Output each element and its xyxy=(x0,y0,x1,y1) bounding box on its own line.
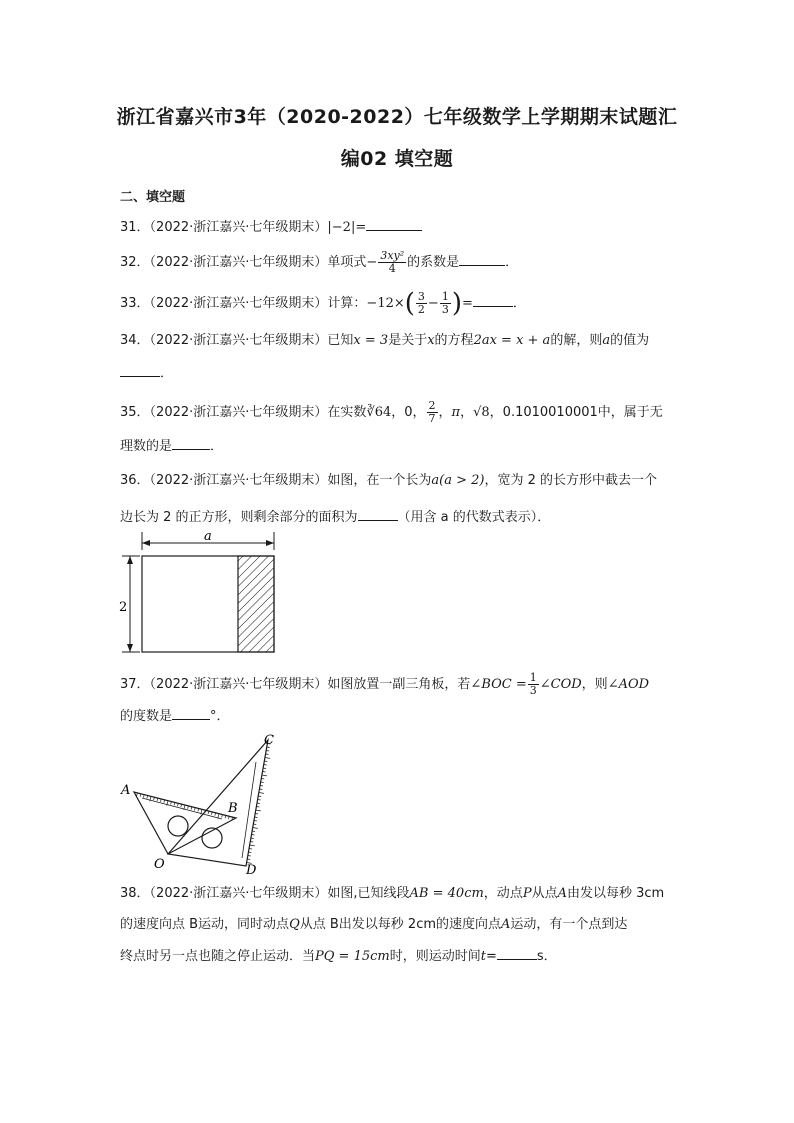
question-36: 36．（2022·浙江嘉兴·七年级期末）如图，在一个长为a(a > 2)，宽为 2 的长方形中截去一个 xyxy=(120,473,658,488)
question-38: 38．（2022·浙江嘉兴·七年级期末）如图,已知线段AB = 40cm，动点P从点A由发以每秒 3cm xyxy=(120,886,665,901)
document-title-line-1: 浙江省嘉兴市3年（2020-2022）七年级数学上学期期末试题汇 xyxy=(116,106,678,128)
ruler-tick xyxy=(262,775,267,776)
question-37: 37．（2022·浙江嘉兴·七年级期末）如图放置一副三角板，若∠BOC = $\frac{1}{3}$ ∠COD，则∠AOD xyxy=(120,671,650,697)
point-label-o: O xyxy=(154,857,165,872)
question-31: 31．（2022·浙江嘉兴·七年级期末）|−2|= xyxy=(120,218,422,237)
question-source: （2022·浙江嘉兴·七年级期末） xyxy=(149,333,328,348)
dimension-label-a: a xyxy=(204,529,212,544)
fraction: $\frac{2}{7}$ xyxy=(428,399,436,425)
answer-blank xyxy=(172,437,210,450)
answer-blank xyxy=(473,294,513,307)
left-paren: ( xyxy=(404,288,415,319)
triangle-oab xyxy=(134,792,236,854)
document-title-line-2: 编02 填空题 xyxy=(340,148,454,170)
fraction: $\frac{\text{3xy²}}{4}$ xyxy=(380,249,405,275)
question-source: （2022·浙江嘉兴·七年级期末） xyxy=(149,220,328,235)
dimension-label-2: 2 xyxy=(119,600,128,615)
math-expression: |−2|= xyxy=(327,220,367,235)
right-paren: ) xyxy=(451,288,462,319)
question-source: （2022·浙江嘉兴·七年级期末） xyxy=(149,473,328,488)
fraction: $\frac{3}{2}$ xyxy=(417,290,425,316)
point-label-b: B xyxy=(228,801,238,816)
question-38-cont-2: 终点时另一点也随之停止运动．当PQ = 15cm时，则运动时间t= s． xyxy=(120,949,557,964)
answer-blank xyxy=(459,253,505,266)
answer-blank xyxy=(358,508,398,521)
ruler-tick xyxy=(256,810,261,811)
answer-blank xyxy=(172,707,210,720)
question-33: 33．（2022·浙江嘉兴·七年级期末）计算：−12×( $\frac{3}{2}$ − $\frac{1}{3}$ )= ． xyxy=(120,288,526,319)
point-label-a: A xyxy=(121,783,131,798)
question-38-cont-1: 的速度向点 B运动，同时动点Q从点 B出发以每秒 2cm的速度向点A运动，有一个点到达 xyxy=(120,917,628,932)
ruler-tick xyxy=(250,845,255,846)
question-34-cont: ． xyxy=(120,364,173,383)
ruler-hole xyxy=(168,816,188,836)
question-37-cont: 的度数是 °． xyxy=(120,709,230,724)
question-source: （2022·浙江嘉兴·七年级期末） xyxy=(149,255,328,270)
ruler-tick xyxy=(259,793,264,794)
ruler-tick xyxy=(253,828,258,829)
ruler-tick xyxy=(265,758,270,759)
question-34: 34．（2022·浙江嘉兴·七年级期末）已知x = 3是关于x的方程2ax = x + a的解，则a的值为 xyxy=(120,333,650,348)
hatched-region xyxy=(238,556,274,652)
point-label-c: C xyxy=(264,733,274,748)
point-label-d: D xyxy=(246,863,257,878)
rectangle-figure xyxy=(118,528,288,660)
answer-blank xyxy=(366,218,422,231)
question-35: 35．（2022·浙江嘉兴·七年级期末）在实数∛64，0， $\frac{2}{7}$ ，π，√8，0.1010010001中，属于无 xyxy=(120,399,663,425)
answer-blank xyxy=(120,364,160,377)
triangle-ruler-figure xyxy=(118,728,288,878)
question-36-cont: 边长为 2 的正方形，则剩余部分的面积为 （用含 a 的代数式表示）． xyxy=(120,510,551,525)
question-32: 32．（2022·浙江嘉兴·七年级期末）单项式− $\frac{\text{3xy²}}{4}$ 的系数是 ． xyxy=(120,249,519,275)
question-35-cont: 理数的是 ． xyxy=(120,439,224,454)
triangle-ocd xyxy=(168,740,268,866)
question-source: （2022·浙江嘉兴·七年级期末） xyxy=(149,677,328,692)
fraction: $\frac{1}{3}$ xyxy=(441,290,449,316)
answer-blank xyxy=(497,947,537,960)
question-source: （2022·浙江嘉兴·七年级期末） xyxy=(149,296,328,311)
fraction: $\frac{1}{3}$ xyxy=(529,671,537,697)
question-source: （2022·浙江嘉兴·七年级期末） xyxy=(149,886,328,901)
question-source: （2022·浙江嘉兴·七年级期末） xyxy=(149,405,328,420)
section-heading: 二、填空题 xyxy=(120,190,186,205)
